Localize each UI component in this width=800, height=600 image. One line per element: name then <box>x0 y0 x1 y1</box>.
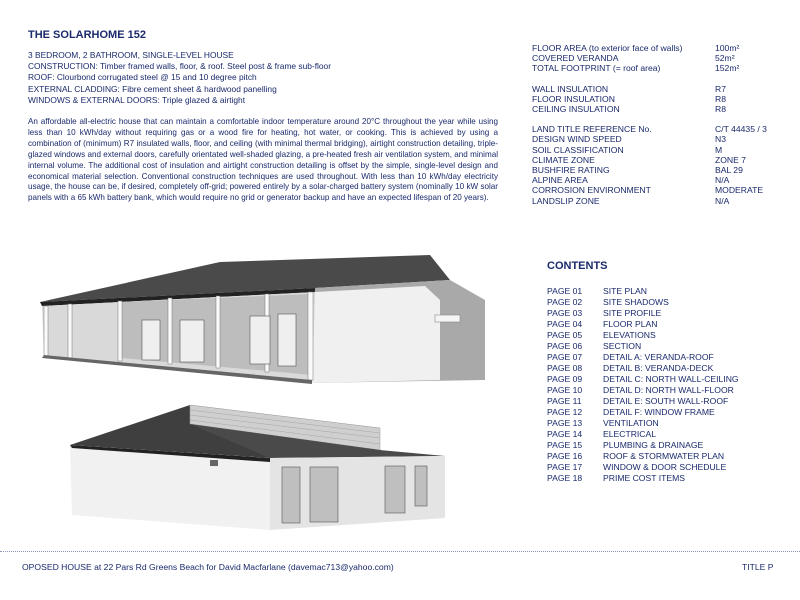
contents-page: PAGE 06 <box>547 341 583 351</box>
site-value: ZONE 7 <box>715 154 747 165</box>
area-row <box>532 43 800 53</box>
insulation-value: R7 <box>715 83 726 94</box>
area-label: FLOOR AREA (to exterior face of walls) <box>532 43 683 53</box>
contents-page: PAGE 13 <box>547 418 583 428</box>
contents-page: PAGE 18 <box>547 473 583 483</box>
site-label: LANDSLIP ZONE <box>532 195 600 206</box>
spec-line: 3 BEDROOM, 2 BATHROOM, SINGLE-LEVEL HOUSE <box>28 50 234 60</box>
area-value: 100m² <box>715 43 740 53</box>
contents-item[interactable] <box>547 286 797 297</box>
contents-page: PAGE 10 <box>547 385 583 395</box>
contents-page: PAGE 12 <box>547 407 583 417</box>
site-row <box>532 124 800 134</box>
spec-line: CONSTRUCTION: Timber framed walls, floor, & roof. Steel post & frame sub-floor <box>28 61 331 72</box>
gable-vent <box>435 315 460 322</box>
contents-title: SITE SHADOWS <box>603 297 669 307</box>
contents-page: PAGE 07 <box>547 352 583 362</box>
insulation-value: R8 <box>715 104 726 115</box>
contents-page: PAGE 03 <box>547 308 583 318</box>
site-row <box>532 185 800 195</box>
site-row <box>532 155 800 165</box>
gable-wall-light <box>312 286 440 383</box>
contents-title: PRIME COST ITEMS <box>603 473 685 483</box>
insulation-label: CEILING INSULATION <box>532 104 620 115</box>
site-label: LAND TITLE REFERENCE No. <box>532 124 652 135</box>
site-value: N/A <box>715 195 730 206</box>
contents-title: WINDOW & DOOR SCHEDULE <box>603 462 727 472</box>
contents-item[interactable] <box>547 374 797 385</box>
contents-item[interactable] <box>547 385 797 396</box>
document-title: THE SOLARHOME 152 <box>28 29 146 41</box>
site-value: BAL 29 <box>715 165 743 176</box>
contents-page: PAGE 01 <box>547 286 583 296</box>
contents-title: ROOF & STORMWATER PLAN <box>603 451 725 461</box>
site-row <box>532 165 800 175</box>
contents-item[interactable] <box>547 429 797 440</box>
contents-item[interactable] <box>547 297 797 308</box>
contents-item[interactable] <box>547 363 797 374</box>
contents-page: PAGE 04 <box>547 319 583 329</box>
site-label: BUSHFIRE RATING <box>532 165 610 176</box>
contents-page: PAGE 16 <box>547 451 583 461</box>
contents-title: SECTION <box>603 341 642 351</box>
insulation-row <box>532 94 800 104</box>
footer-divider <box>0 551 800 552</box>
contents-page: PAGE 11 <box>547 396 582 406</box>
contents-page: PAGE 05 <box>547 330 583 340</box>
spec-list <box>28 50 498 106</box>
footer-project-address: OPOSED HOUSE at 22 Pars Rd Greens Beach for David Macfarlane (davemac713@yahoo.com) <box>22 562 394 572</box>
site-label: CLIMATE ZONE <box>532 154 595 165</box>
site-value: N3 <box>715 134 726 145</box>
contents-page: PAGE 14 <box>547 429 583 439</box>
contents-title: PLUMBING & DRAINAGE <box>603 440 704 450</box>
site-row <box>532 175 800 185</box>
site-row <box>532 134 800 144</box>
house-render-rear-view <box>60 400 500 540</box>
contents-page: PAGE 17 <box>547 462 583 472</box>
insulation-row <box>532 84 800 94</box>
contents-item[interactable] <box>547 352 797 363</box>
contents-item[interactable] <box>547 308 797 319</box>
contents-page: PAGE 09 <box>547 374 583 384</box>
contents-title: SITE PLAN <box>603 286 647 296</box>
contents-title: DETAIL D: NORTH WALL-FLOOR <box>603 385 734 395</box>
contents-page: PAGE 15 <box>547 440 583 450</box>
contents-item[interactable] <box>547 440 797 451</box>
site-row <box>532 196 800 206</box>
spacer <box>532 74 800 84</box>
contents-title: DETAIL C: NORTH WALL-CEILING <box>603 374 739 384</box>
area-label: TOTAL FOOTPRINT (= roof area) <box>532 63 661 74</box>
side-vent <box>210 460 218 466</box>
contents-title: DETAIL E: SOUTH WALL-ROOF <box>603 396 729 406</box>
project-data-panel <box>532 43 800 206</box>
site-value: N/A <box>715 175 730 186</box>
site-value: C/T 44435 / 3 <box>715 124 767 135</box>
contents-item[interactable] <box>547 451 797 462</box>
site-label: SOIL CLASSIFICATION <box>532 144 624 155</box>
spec-line: EXTERNAL CLADDING: Fibre cement sheet & hardwood panelling <box>28 83 277 94</box>
contents-item[interactable] <box>547 418 797 429</box>
contents-item[interactable] <box>547 462 797 473</box>
contents-title: DETAIL F: WINDOW FRAME <box>603 407 715 417</box>
contents-list <box>547 286 797 484</box>
area-label: COVERED VERANDA <box>532 53 619 64</box>
contents-page: PAGE 02 <box>547 297 583 307</box>
contents-title: ELEVATIONS <box>603 330 656 340</box>
contents-item[interactable] <box>547 341 797 352</box>
site-label: ALPINE AREA <box>532 175 588 186</box>
area-row <box>532 63 800 73</box>
site-label: CORROSION ENVIRONMENT <box>532 185 651 196</box>
contents-page: PAGE 08 <box>547 363 583 373</box>
contents-item[interactable] <box>547 407 797 418</box>
site-value: MODERATE <box>715 185 764 196</box>
spec-line: ROOF: Clourbond corrugated steel @ 15 and 10 degree pitch <box>28 72 257 83</box>
contents-item[interactable] <box>547 319 797 330</box>
contents-title: SITE PROFILE <box>603 308 662 318</box>
insulation-value: R8 <box>715 93 726 104</box>
insulation-label: FLOOR INSULATION <box>532 93 615 104</box>
site-row <box>532 145 800 155</box>
insulation-label: WALL INSULATION <box>532 83 609 94</box>
area-value: 52m² <box>715 53 735 64</box>
contents-item[interactable] <box>547 473 797 484</box>
footer-sheet-title: TITLE P <box>742 562 774 572</box>
spacer <box>532 114 800 124</box>
contents-title: DETAIL B: VERANDA-DECK <box>603 363 714 373</box>
site-label: DESIGN WIND SPEED <box>532 134 622 145</box>
house-render-veranda-view <box>30 240 500 400</box>
description-paragraph: An affordable all-electric house that can maintain a comfortable indoor temperature around 20°C throughout the year while using less than 10 kWh/day without requiring gas or a wood fire for heating, hot water, or cooking. This is achieved by using a combination of (minimum) R7 insulated walls, floor, and ceiling (with minimal thermal bridging), airtight construction detailing, triple-glazed windows and external doors, carefully orientated well-shaded glazing, a pre-heated fresh air ventilation system, and minimal internal volume. The additional cost of insulation and airtight construction detailing is offset by the simple, single-level design and economical material selection. Conventional construction techniques are used throughout. With less than 10 kWh/day electricity usage, the house can be, if desired, completely off-grid; powered entirely by a solar-charged battery system (nominally 10 kW solar panels with a 65 kWh battery bank, which would require no grid or generator backup and have an expected lifespan of 20 years). <box>28 117 498 203</box>
contents-item[interactable] <box>547 330 797 341</box>
site-value: M <box>715 144 723 155</box>
contents-title: ELECTRICAL <box>603 429 657 439</box>
area-value: 152m² <box>715 63 740 74</box>
contents-title: DETAIL A: VERANDA-ROOF <box>603 352 714 362</box>
contents-title: FLOOR PLAN <box>603 319 658 329</box>
contents-item[interactable] <box>547 396 797 407</box>
area-row <box>532 53 800 63</box>
spec-line: WINDOWS & EXTERNAL DOORS: Triple glazed & airtight <box>28 94 246 105</box>
contents-heading: CONTENTS <box>547 260 608 272</box>
contents-title: VENTILATION <box>603 418 659 428</box>
insulation-row <box>532 104 800 114</box>
